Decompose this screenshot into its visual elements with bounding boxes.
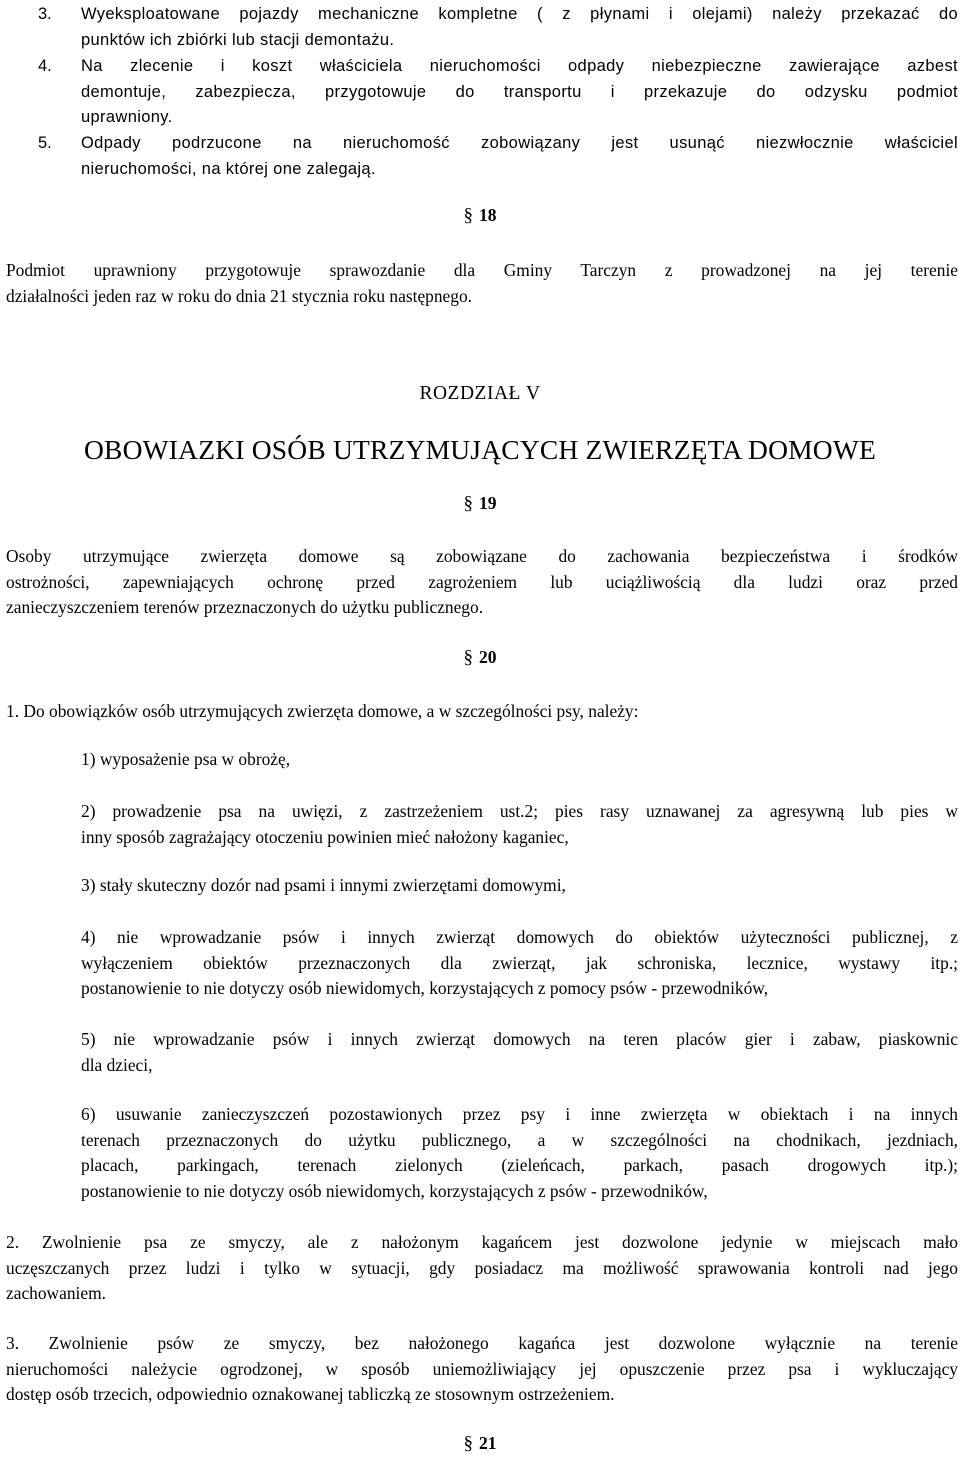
text-line: inny sposób zagrażający otoczeniu powinien mieć nałożony kaganiec,	[81, 826, 569, 847]
paragraph	[6, 258, 958, 309]
list-item	[81, 1027, 958, 1078]
text-line: wyłączeniem obiektów przeznaczonych dla zwierząt, jak schroniska, lecznice, wystawy itp.;	[81, 952, 958, 973]
text-line: 2. Zwolnienie psa ze smyczy, ale z nałożonym kagańcem jest dozwolone jedynie w miejscach mało	[6, 1232, 958, 1252]
section-heading-18	[0, 205, 960, 227]
list-item	[81, 54, 958, 131]
section-symbol: §	[463, 493, 473, 514]
section-number: 21	[479, 1433, 497, 1453]
text-line: punktów ich zbiórki lub stacji demontażu.	[81, 30, 395, 49]
list-item	[81, 799, 958, 850]
text-line: zachowaniem.	[6, 1283, 106, 1303]
list-item-number: 3.	[38, 5, 52, 23]
list-item	[81, 873, 958, 899]
text-line: postanowienie to nie dotyczy osób niewidomych, korzystających z pomocy psów - przewodników,	[81, 978, 769, 998]
text-line: 3) stały skuteczny dozór nad psami i innymi zwierzętami domowymi,	[81, 875, 566, 895]
list-item	[81, 747, 958, 773]
chapter-title: OBOWIAZKI OSÓB UTRZYMUJĄCYCH ZWIERZĘTA DOMOWE	[83, 434, 876, 465]
chapter-label: ROZDZIAŁ V	[419, 383, 541, 404]
list-item	[81, 1102, 958, 1204]
text-line: Wyeksploatowane pojazdy mechaniczne kompletne ( z płynami i olejami) należy przekazać do	[81, 5, 958, 23]
section-heading-19	[0, 493, 960, 515]
text-line: Odpady podrzucone na nieruchomość zobowiązany jest usunąć niezwłocznie właściciel	[81, 134, 958, 152]
text-line: dostęp osób trzecich, odpowiednio oznakowanej tabliczką ze stosownym ostrzeżeniem.	[6, 1384, 615, 1404]
section-symbol: §	[463, 205, 473, 226]
text-line: Na zlecenie i koszt właściciela nieruchomości odpady niebezpieczne zawierające azbest	[81, 57, 958, 75]
section-number: 19	[479, 493, 497, 513]
text-line: 5) nie wprowadzanie psów i innych zwierząt domowych na teren placów gier i zabaw, piaskownic	[81, 1029, 958, 1049]
paragraph	[6, 1331, 958, 1408]
text-line: 6) usuwanie zanieczyszczeń pozostawionych przez psy i inne zwierzęta w obiektach i na innych	[81, 1104, 958, 1124]
text-line: 3. Zwolnienie psów ze smyczy, bez nałożonego kagańca jest dozwolone wyłącznie na terenie	[6, 1333, 958, 1353]
text-line: 1) wyposażenie psa w obrożę,	[81, 749, 291, 769]
text-line: 1. Do obowiązków osób utrzymujących zwierzęta domowe, a w szczególności psy, należy:	[6, 701, 639, 721]
section-number: 20	[479, 647, 497, 667]
list-item-number: 5.	[38, 134, 52, 152]
section-number: 18	[479, 205, 497, 225]
list-item	[81, 925, 958, 1002]
text-line: 4) nie wprowadzanie psów i innych zwierząt domowych do obiektów użyteczności publicznej, z	[81, 927, 958, 947]
text-line: ostrożności, zapewniających ochronę przed zagrożeniem lub uciążliwością dla ludzi oraz przed	[6, 571, 958, 592]
text-line: placach, parkingach, terenach zielonych (zieleńcach, parkach, pasach drogowych itp.);	[81, 1155, 958, 1175]
text-line: nieruchomości należycie ogrodzonej, w sposób uniemożliwiający jej opuszczenie przez psa i wykluczający	[6, 1358, 958, 1379]
text-line: zanieczyszczeniem terenów przeznaczonych do użytku publicznego.	[6, 597, 484, 617]
section-symbol: §	[463, 647, 473, 668]
section-heading-21	[0, 1433, 960, 1455]
text-line: dla dzieci,	[81, 1054, 153, 1075]
paragraph-intro	[6, 699, 958, 725]
paragraph	[6, 1230, 958, 1307]
paragraph	[6, 544, 958, 621]
section-symbol: §	[463, 1433, 473, 1454]
text-line: terenach przeznaczonych do użytku publicznego, a w szczególności na chodnikach, jezdniach,	[81, 1129, 958, 1150]
list-item-number: 4.	[38, 57, 52, 75]
text-line: działalności jeden raz w roku do dnia 21 stycznia roku następnego.	[6, 285, 473, 306]
section-heading-20	[0, 647, 960, 669]
text-line: postanowienie to nie dotyczy osób niewidomych, korzystających z psów - przewodników,	[81, 1180, 708, 1201]
text-line: nieruchomości, na której one zalegają.	[81, 159, 376, 178]
text-line: Podmiot uprawniony przygotowuje sprawozdanie dla Gminy Tarczyn z prowadzonej na jej terenie	[6, 260, 958, 280]
text-line: uprawniony.	[81, 108, 173, 126]
list-item	[81, 131, 958, 182]
text-line: 2) prowadzenie psa na uwięzi, z zastrzeżeniem ust.2; pies rasy uznawanej za agresywną lub pies w	[81, 801, 958, 821]
text-line: uczęszczanych przez ludzi i tylko w sytuacji, gdy posiadacz ma możliwość sprawowania kontroli nad jego	[6, 1257, 958, 1278]
text-line: demontuje, zabezpiecza, przygotowuje do transportu i przekazuje do odzysku podmiot	[81, 82, 958, 101]
list-item	[81, 2, 958, 53]
text-line: Osoby utrzymujące zwierzęta domowe są zobowiązane do zachowania bezpieczeństwa i środków	[6, 546, 958, 566]
